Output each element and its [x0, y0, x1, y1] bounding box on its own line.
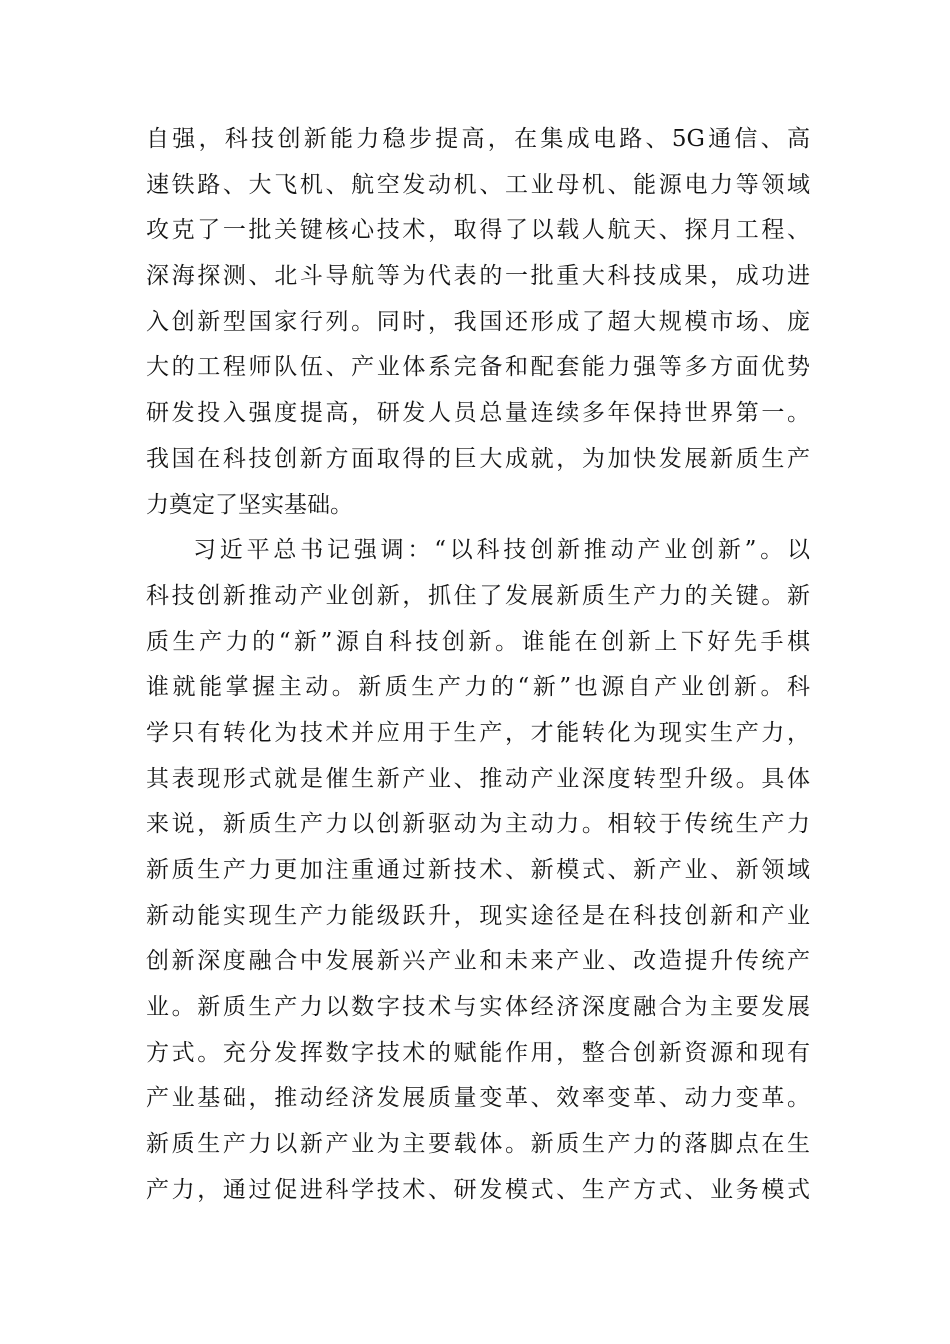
body-text — [146, 117, 810, 1214]
text-line: 攻克了一批关键核心技术，取得了以载人航天、探月工程、 — [146, 217, 810, 244]
text-line: 产业基础，推动经济发展质量变革、效率变革、动力变革。 — [146, 1085, 810, 1112]
text-line: 来说，新质生产力以创新驱动为主动力。相较于传统生产力 — [146, 811, 810, 838]
text-line: 创新深度融合中发展新兴产业和未来产业、改造提升传统产 — [146, 948, 810, 975]
text-line: 科技创新推动产业创新，抓住了发展新质生产力的关键。新 — [146, 582, 810, 609]
text-line: 入创新型国家行列。同时，我国还形成了超大规模市场、庞 — [146, 308, 810, 335]
text-line: 深海探测、北斗导航等为代表的一批重大科技成果，成功进 — [146, 263, 810, 290]
text-line: 谁就能掌握主动。新质生产力的“新”也源自产业创新。科 — [146, 674, 810, 701]
text-line: 新质生产力以新产业为主要载体。新质生产力的落脚点在生 — [146, 1131, 810, 1158]
text-line: 速铁路、大飞机、航空发动机、工业母机、能源电力等领域 — [146, 171, 810, 198]
paragraph-first-line: 习近平总书记强调：“以科技创新推动产业创新”。以 — [193, 537, 810, 564]
text-line: 我国在科技创新方面取得的巨大成就，为加快发展新质生产 — [146, 445, 810, 472]
text-line: 其表现形式就是催生新产业、推动产业深度转型升级。具体 — [146, 765, 810, 792]
text-line: 方式。充分发挥数字技术的赋能作用，整合创新资源和现有 — [146, 1039, 810, 1066]
text-line: 研发投入强度提高，研发人员总量连续多年保持世界第一。 — [146, 400, 810, 427]
paragraph-end-line: 力奠定了坚实基础。 — [146, 491, 353, 518]
text-line: 产力，通过促进科学技术、研发模式、生产方式、业务模式 — [146, 1176, 810, 1203]
text-line: 新动能实现生产力能级跃升，现实途径是在科技创新和产业 — [146, 902, 810, 929]
text-line: 学只有转化为技术并应用于生产，才能转化为现实生产力， — [146, 719, 810, 746]
text-line: 质生产力的“新”源自科技创新。谁能在创新上下好先手棋 — [146, 628, 810, 655]
text-line: 自强，科技创新能力稳步提高，在集成电路、5G通信、高 — [146, 126, 810, 152]
text-line: 大的工程师队伍、产业体系完备和配套能力强等多方面优势 — [146, 354, 810, 381]
text-line: 业。新质生产力以数字技术与实体经济深度融合为主要发展 — [146, 994, 810, 1021]
text-line: 新质生产力更加注重通过新技术、新模式、新产业、新领域 — [146, 857, 810, 883]
